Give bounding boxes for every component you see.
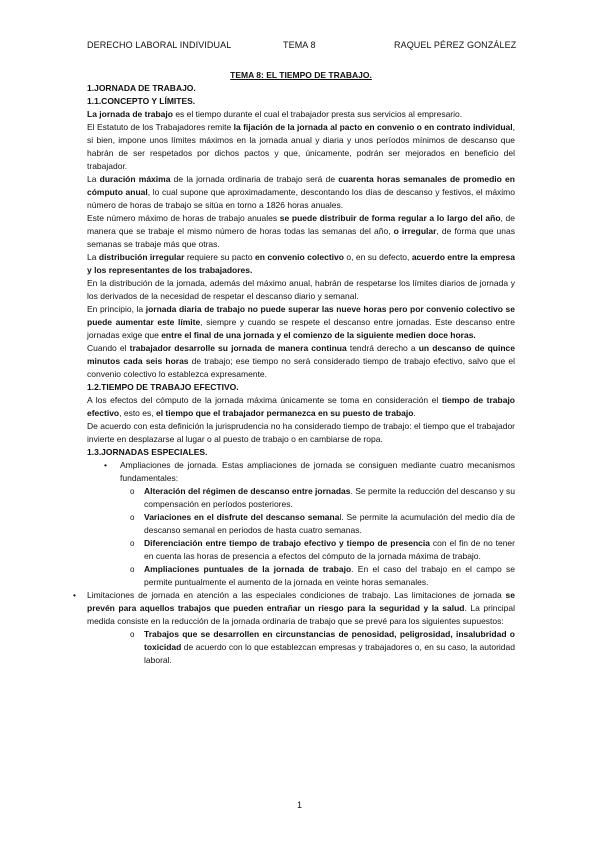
page-number: 1: [296, 800, 302, 810]
list-item: o Alteración del régimen de descanso entre jornadas. Se permite la reducción del descanso y su compensación en períodos posteriores.: [144, 485, 515, 511]
document-title: TEMA 8: EL TIEMPO DE TRABAJO.: [230, 70, 372, 80]
paragraph-8: Cuando el trabajador desarrolle su jornada de manera continua tendrá derecho a un descanso de quince minutos cada seis horas de trabajo; ese tiempo no será considerado tiempo de trabajo efectivo, salvo que el convenio colectivo lo establezca expresamente.: [87, 343, 516, 379]
bullet-ampliaciones: • Ampliaciones de jornada. Estas ampliaciones de jornada se consiguen mediante cuatro mecanismos fundamentales:: [87, 459, 515, 485]
section-heading-1-2: 1.2.TIEMPO DE TRABAJO EFECTIVO.: [87, 382, 239, 392]
paragraph-7: En principio, la jornada diaria de trabajo no puede superar las nueve horas pero por convenio colectivo se puede aumentar este límite, siempre y cuando se respete el descanso entre jornadas. Este descanso entre jornadas exige que entre el final de una jornada y el comienzo de la siguiente medien doce horas.: [87, 304, 515, 340]
paragraph-6: En la distribución de la jornada, además del máximo anual, habrán de respetarse los límites diarios de jornada y los derivados de la necesidad de respetar el descanso diario y semanal.: [87, 278, 515, 301]
paragraph-1: La jornada de trabajo es el tiempo durante el cual el trabajador presta sus servicios al empresario.: [87, 109, 463, 119]
list-item: o Variaciones en el disfrute del descanso semanal. Se permite la acumulación del medio día de descanso semanal en periodos de hasta cuatro semanas.: [144, 511, 515, 537]
header-course: DERECHO LABORAL INDIVIDUAL: [87, 40, 232, 50]
header-author: RAQUEL PÉREZ GONZÁLEZ: [394, 40, 517, 50]
paragraph-2: El Estatuto de los Trabajadores remite la fijación de la jornada al pacto en convenio o en contrato individual, si bien, impone unos límites máximos en la jornada anual y diaria y unos períodos mínimos de descanso que habrán de ser respetados por dichos pactos y que, únicamente, podrán ser mejorados en beneficio del trabajador.: [87, 122, 515, 171]
list-item: o Trabajos que se desarrollen en circunstancias de penosidad, peligrosidad, insalubridad o toxicidad de acuerdo con lo que establezcan empresas y trabajadores o, en su caso, la autoridad laboral.: [144, 628, 515, 667]
ampliaciones-sublist: [87, 485, 515, 589]
paragraph-5: La distribución irregular requiere su pacto en convenio colectivo o, en su defecto, acuerdo entre la empresa y los representantes de los trabajadores.: [87, 252, 515, 275]
limitaciones-sublist: [87, 628, 515, 667]
header-topic: TEMA 8: [283, 40, 316, 50]
bullet-limitaciones: • Limitaciones de jornada en atención a las especiales condiciones de trabajo. Las limitaciones de jornada se prevén para aquellos trabajos que pueden entrañar un riesgo para la seguridad y la salud. La principal medida consiste en la reducción de la jornada ordinaria de trabajo que se prevé para los siguientes supuestos:: [87, 589, 515, 628]
list-item: o Diferenciación entre tiempo de trabajo efectivo y tiempo de presencia con el fin de no tener en cuenta las horas de presencia a efectos del cómputo de la jornada máxima de trabajo.: [144, 537, 515, 563]
paragraph-3: La duración máxima de la jornada ordinaria de trabajo será de cuarenta horas semanales de promedio en cómputo anual, lo cual supone que aproximadamente, descontando los días de descanso y festivos, el máximo número de horas de trabajo se sitúa en torno a 1826 horas anuales.: [87, 174, 515, 210]
section-heading-1-3: 1.3.JORNADAS ESPECIALES.: [87, 447, 208, 457]
section-heading-1-1: 1.1.CONCEPTO Y LÍMITES.: [87, 96, 196, 106]
document-body: [87, 69, 515, 667]
paragraph-9: A los efectos del cómputo de la jornada máxima únicamente se toma en consideración el tiempo de trabajo efectivo, esto es, el tiempo que el trabajador permanezca en su puesto de trabajo.: [87, 395, 516, 418]
paragraph-4: Este número máximo de horas de trabajo anuales se puede distribuir de forma regular a lo largo del año, de manera que se trabaje el mismo número de horas todas las semanas del año, o irregular, de forma que unas semanas se trabaje más que otras.: [87, 213, 515, 249]
list-item: o Ampliaciones puntuales de la jornada de trabajo. En el caso del trabajo en el campo se permite puntualmente el aumento de la jornada en veinte horas semanales.: [144, 563, 515, 589]
section-heading-1: 1.JORNADA DE TRABAJO.: [87, 83, 196, 93]
paragraph-10: De acuerdo con esta definición la jurisprudencia no ha considerado tiempo de trabajo: el tiempo que el trabajador invierte en desplazarse al lugar o al puesto de trabajo o en cambiarse de ropa.: [87, 421, 515, 444]
